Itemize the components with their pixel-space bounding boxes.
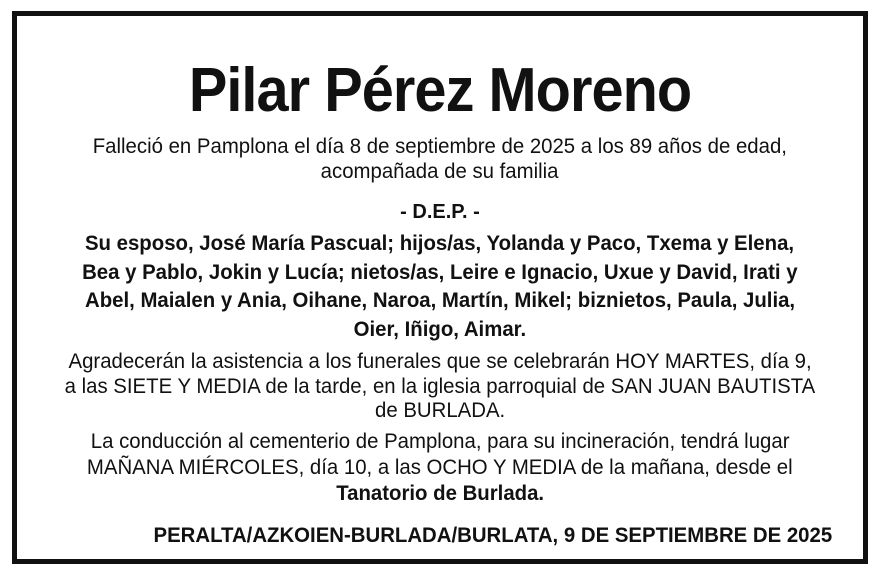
conduction-info	[17, 429, 863, 507]
death-info-line-1: Falleció en Pamplona el día 8 de septiembre de 2025 a los 89 años de edad,	[92, 135, 788, 158]
family-line-4: Oier, Iñigo, Aimar.	[353, 317, 527, 341]
funeral-line-1: Agradecerán la asistencia a los funerales que se celebrarán HOY MARTES, día 9,	[68, 350, 812, 373]
place-date-footer: PERALTA/AZKOIEN-BURLADA/BURLATA, 9 DE SEPTIEMBRE DE 2025	[153, 524, 833, 547]
deceased-name: Pilar Pérez Moreno	[188, 56, 692, 125]
conduction-line-2: MAÑANA MIÉRCOLES, día 10, a las OCHO Y MEDIA de la mañana, desde el	[87, 456, 793, 479]
dep-label: - D.E.P. -	[400, 201, 480, 223]
family-line-1: Su esposo, José María Pascual; hijos/as, Yolanda y Paco, Txema y Elena,	[85, 232, 795, 255]
obituary-content	[17, 16, 863, 559]
funeral-line-2: a las SIETE Y MEDIA de la tarde, en la iglesia parroquial de SAN JUAN BAUTISTA	[64, 374, 816, 398]
funeral-info	[17, 350, 863, 424]
family-line-2: Bea y Pablo, Jokin y Lucía; nietos/as, Leire e Ignacio, Uxue y David, Irati y	[82, 260, 798, 284]
family-list	[17, 230, 863, 344]
conduction-line-1: La conducción al cementerio de Pamplona, para su incineración, tendrá lugar	[90, 430, 790, 453]
obituary-frame	[12, 11, 868, 564]
conduction-line-3: Tanatorio de Burlada.	[336, 482, 544, 505]
family-line-3: Abel, Maialen y Ania, Oihane, Naroa, Martín, Mikel; biznietos, Paula, Julia,	[84, 289, 796, 312]
funeral-line-3: de BURLADA.	[374, 399, 506, 422]
death-info-line-2: acompañada de su familia	[321, 160, 559, 183]
